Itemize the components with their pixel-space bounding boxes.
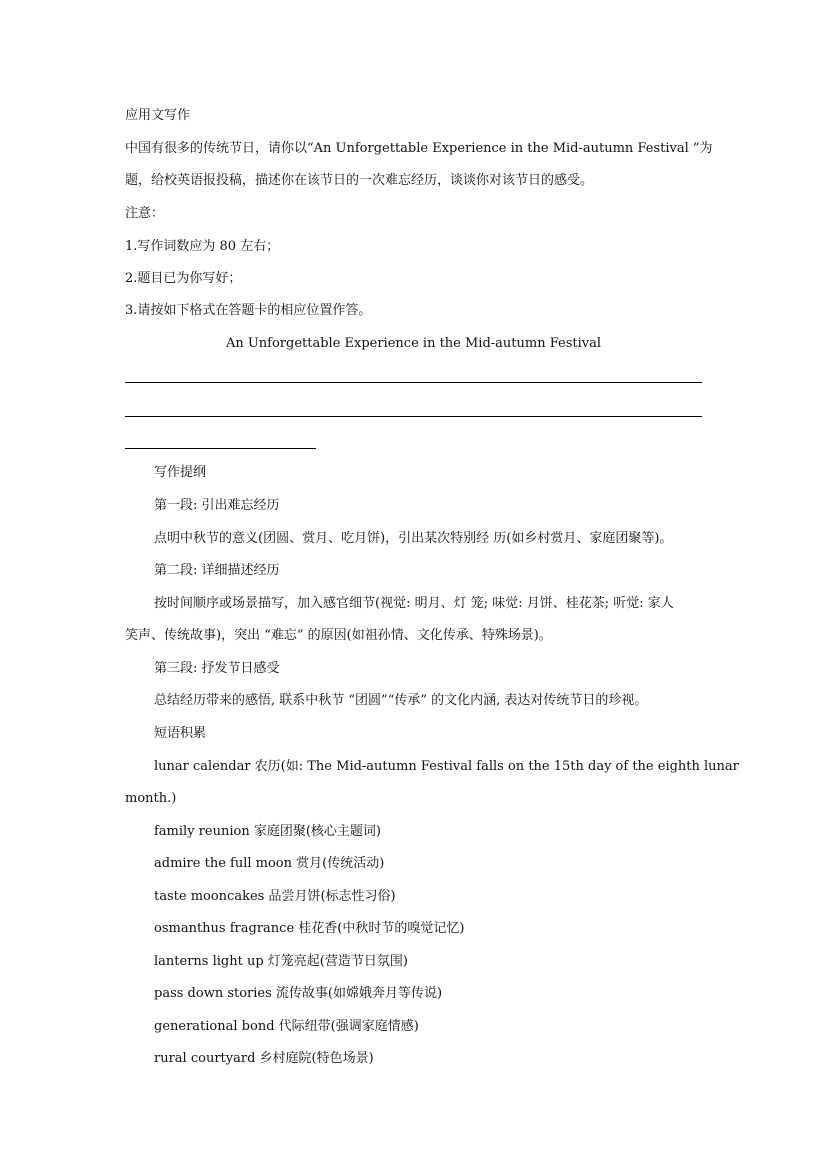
phrase-item: osmanthus fragrance 桂花香(中秋时节的嗅觉记忆) bbox=[154, 921, 465, 936]
outline-p1-title: 第一段: 引出难忘经历 bbox=[154, 498, 280, 513]
outline-p2-title: 第二段: 详细描述经历 bbox=[154, 563, 280, 578]
outline-title: 写作提纲 bbox=[154, 465, 207, 480]
outline-p3-title: 第三段: 抒发节日感受 bbox=[154, 661, 280, 676]
phrases-title: 短语积累 bbox=[154, 726, 207, 741]
section-heading: 应用文写作 bbox=[125, 108, 191, 123]
essay-title: An Unforgettable Experience in the Mid-autumn Festival bbox=[225, 336, 602, 351]
note-item-1: 1.写作词数应为 80 左右； bbox=[125, 239, 280, 254]
outline-p2-body-line-1: 按时间顺序或场景描写，加入感官细节(视觉: 明月、灯 笼; 味觉: 月饼、桂花茶; 听觉: 家人 bbox=[154, 596, 674, 611]
phrase-item: family reunion 家庭团聚(核心主题词) bbox=[154, 824, 381, 839]
phrase-item: lanterns light up 灯笼亮起(营造节日氛围) bbox=[154, 954, 408, 969]
phrase-item: taste mooncakes 品尝月饼(标志性习俗) bbox=[154, 889, 396, 904]
phrase-lunar-calendar-line-2: month.) bbox=[125, 791, 177, 806]
notes-label: 注意： bbox=[125, 206, 165, 221]
answer-line-3 bbox=[125, 448, 316, 449]
prompt-line-1: 中国有很多的传统节日，请你以“An Unforgettable Experience in the Mid-autumn Festival ”为 bbox=[125, 141, 713, 156]
phrase-item: pass down stories 流传故事(如嫦娥奔月等传说) bbox=[154, 986, 443, 1001]
outline-p2-body-line-2: 笑声、传统故事)，突出 “难忘” 的原因(如祖孙情、文化传承、特殊场景)。 bbox=[125, 628, 552, 643]
phrase-item: admire the full moon 赏月(传统活动) bbox=[154, 856, 385, 871]
outline-p3-body: 总结经历带来的感悟, 联系中秋节 “团圆”“传承” 的文化内涵, 表达对传统节日的珍视。 bbox=[154, 693, 648, 708]
note-item-3: 3.请按如下格式在答题卡的相应位置作答。 bbox=[125, 303, 372, 318]
answer-line-2 bbox=[125, 416, 702, 417]
outline-p1-body: 点明中秋节的意义(团圆、赏月、吃月饼)，引出某次特别经 历(如乡村赏月、家庭团聚等)。 bbox=[154, 531, 673, 546]
prompt-line-2: 题，给校英语报投稿，描述你在该节日的一次难忘经历，谈谈你对该节日的感受。 bbox=[125, 173, 594, 188]
phrase-lunar-calendar-line-1: lunar calendar 农历(如: The Mid-autumn Festival falls on the 15th day of the eighth lunar bbox=[154, 759, 739, 774]
phrase-item: generational bond 代际纽带(强调家庭情感) bbox=[154, 1019, 419, 1034]
phrase-item: rural courtyard 乡村庭院(特色场景) bbox=[154, 1051, 374, 1066]
answer-line-1 bbox=[125, 382, 702, 383]
note-item-2: 2.题目已为你写好； bbox=[125, 271, 242, 286]
